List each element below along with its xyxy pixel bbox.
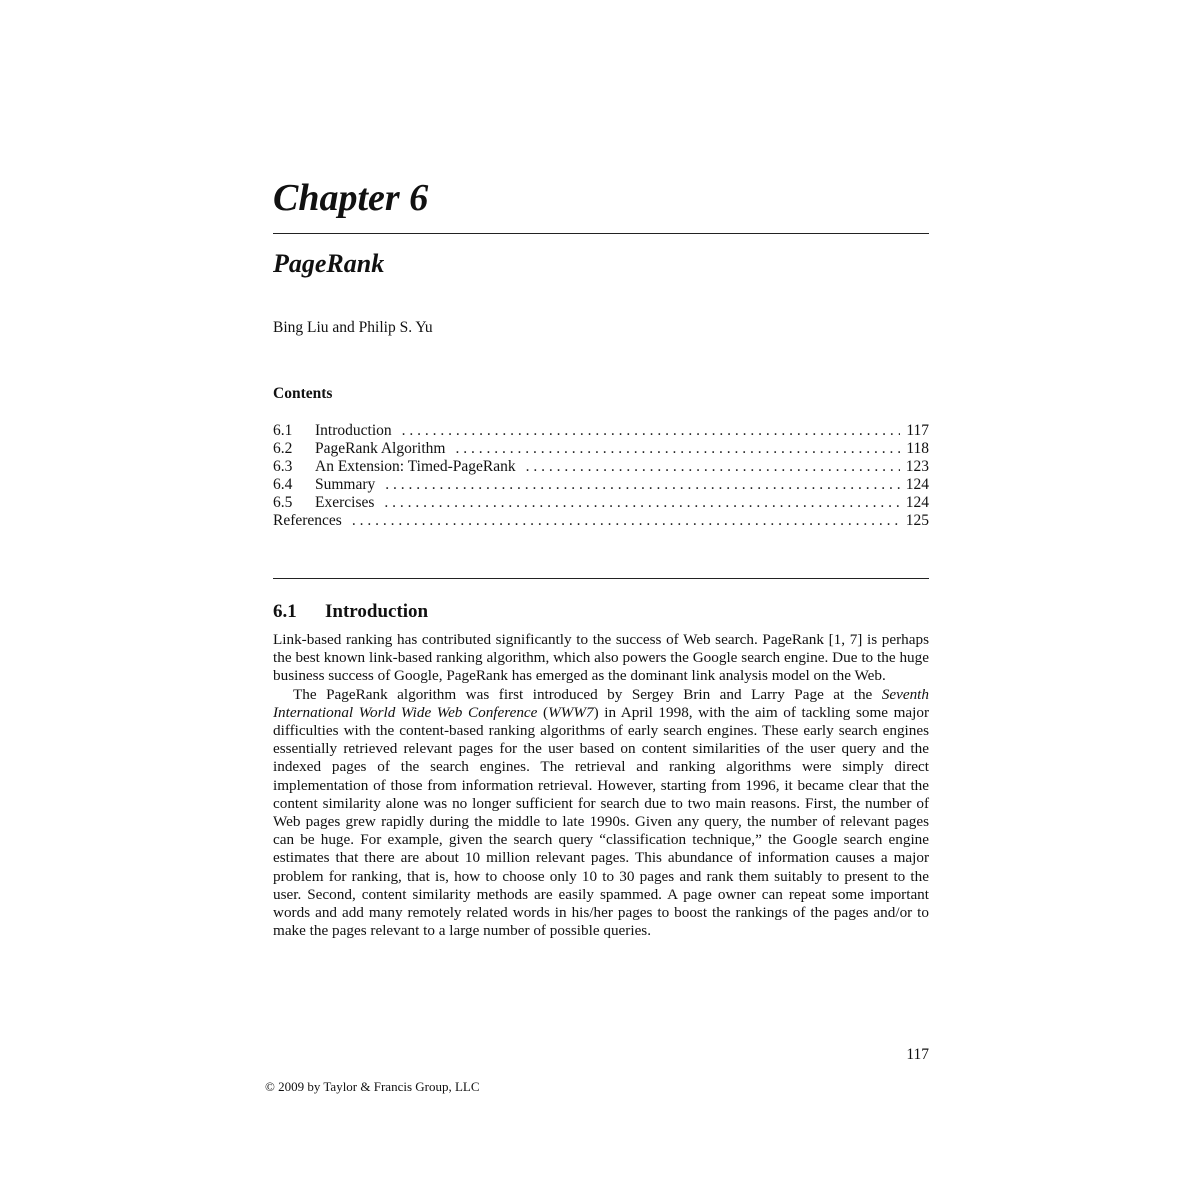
toc-leader-dots	[526, 458, 900, 476]
toc-leader-dots	[352, 512, 900, 530]
toc-entry-summary[interactable]	[273, 476, 929, 494]
toc-entry-page: 118	[906, 440, 929, 457]
toc-entry-pagerank-algorithm[interactable]	[273, 440, 929, 458]
page-number: 117	[906, 1046, 929, 1063]
toc-entry-number: 6.2	[273, 440, 293, 457]
section-rule	[273, 578, 929, 579]
section-number: 6.1	[273, 601, 297, 622]
toc-leader-dots	[384, 494, 899, 512]
body-text-run: (	[537, 703, 549, 721]
toc-entry-number: 6.5	[273, 494, 293, 511]
conference-abbrev: WWW7	[548, 703, 594, 721]
body-paragraph-2	[273, 686, 929, 941]
toc-entry-timed-pagerank[interactable]	[273, 458, 929, 476]
toc-entry-title: Summary	[315, 476, 376, 493]
section-heading	[273, 601, 428, 624]
book-page	[273, 0, 929, 1200]
body-paragraph-1: Link-based ranking has contributed significantly to the success of Web search. PageRank [1, 7] is perhaps the best known link-based ranking algorithm, which also powers the Google search engine. Due to the huge business success of Google, PageRank has emerged as the dominant link analysis model on the Web.	[273, 631, 929, 685]
toc-leader-dots	[385, 476, 899, 494]
section-title: Introduction	[325, 601, 429, 622]
toc-entry-references[interactable]	[273, 512, 929, 530]
toc-entry-title: Exercises	[315, 494, 375, 511]
toc-entry-page: 124	[905, 494, 929, 511]
chapter-title: PageRank	[273, 249, 385, 278]
chapter-label: Chapter 6	[273, 177, 429, 219]
toc-entry-number: 6.1	[273, 422, 293, 439]
toc-entry-title: Introduction	[315, 422, 392, 439]
chapter-rule-top	[273, 233, 929, 234]
toc-leader-dots	[402, 422, 901, 440]
chapter-authors: Bing Liu and Philip S. Yu	[273, 319, 433, 336]
toc-entry-page: 123	[905, 458, 929, 475]
toc-entry-introduction[interactable]	[273, 422, 929, 440]
toc-entry-title: References	[273, 512, 342, 529]
section-body	[273, 631, 929, 940]
toc-entry-title: An Extension: Timed-PageRank	[315, 458, 516, 475]
toc-entry-title: PageRank Algorithm	[315, 440, 446, 457]
toc-entry-page: 124	[905, 476, 929, 493]
body-text-run: ) in April 1998, with the aim of tackling some major difficulties with the content-based ranking algorithms of early search engines. These early search engines essentially retrieved relevant pages for the user based on content similarities of the user query and the indexed pages of the search engines. The retrieval and ranking algorithms were simply direct implementation of those from information retrieval. However, starting from 1996, it became clear that the content similarity alone was no longer sufficient for search due to two main reasons. First, the number of Web pages grew rapidly during the middle to late 1990s. Given any query, the number of relevant pages can be huge. For example, given the search query “classification technique,” the Google search engine estimates that there are about 10 million relevant pages. This abundance of information causes a major problem for ranking, that is, how to choose only 10 to 30 pages and rank them suitably to present to the user. Second, content similarity methods are easily spammed. A page owner can repeat some important words and add many remotely related words in his/her pages to boost the rankings of the pages and/or to make the pages relevant to a large number of possible queries.	[273, 703, 930, 940]
conference-name: Seventh International World Wide Web Conference	[273, 685, 929, 721]
toc-entry-number: 6.4	[273, 476, 293, 493]
body-text-run: The PageRank algorithm was first introduced by Sergey Brin and Larry Page at the	[293, 685, 882, 703]
toc-entry-page: 125	[905, 512, 929, 529]
toc-entry-page: 117	[906, 422, 929, 439]
toc-entry-exercises[interactable]	[273, 494, 929, 512]
copyright-notice: © 2009 by Taylor & Francis Group, LLC	[265, 1079, 480, 1094]
toc-leader-dots	[455, 440, 900, 458]
table-of-contents	[273, 422, 929, 530]
toc-entry-number: 6.3	[273, 458, 293, 475]
contents-heading: Contents	[273, 385, 333, 402]
